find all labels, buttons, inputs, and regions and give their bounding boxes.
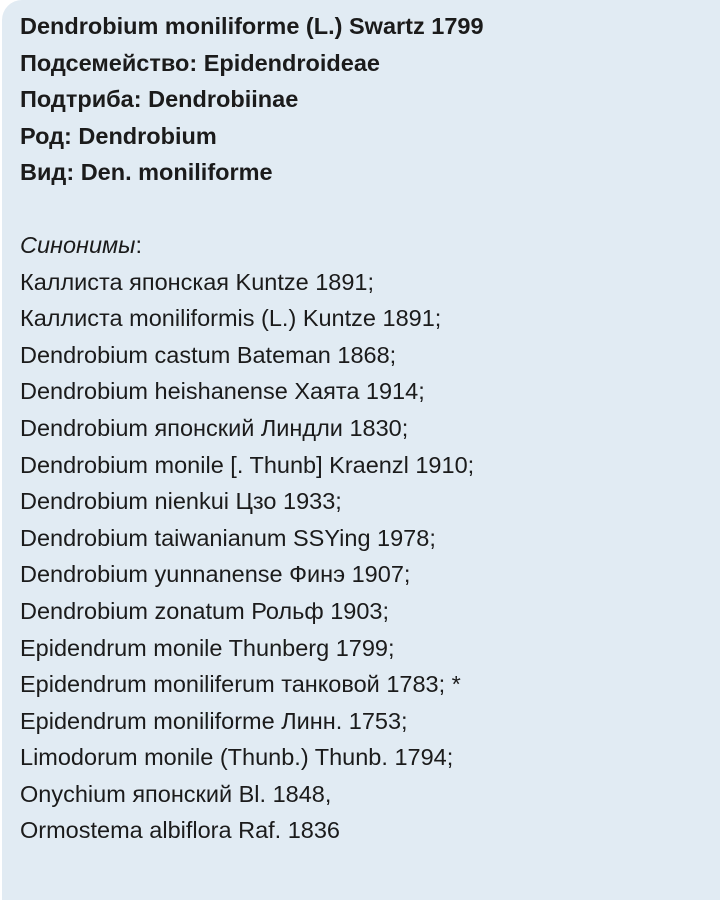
synonym-item: Onychium японский Bl. 1848, — [20, 780, 332, 807]
species-title: Dendrobium moniliforme (L.) Swartz 1799 — [20, 13, 484, 39]
spacer — [20, 191, 710, 227]
synonym-item: Ormostema albiflora Raf. 1836 — [20, 817, 341, 844]
synonyms-title-colon: : — [135, 231, 142, 258]
synonym-item: Dendrobium monile [. Thunb] Kraenzl 1910; — [20, 451, 475, 478]
synonym-item: Dendrobium nienkui Цзо 1933; — [20, 488, 342, 515]
synonyms-title: Синонимы — [20, 231, 136, 258]
synonym-item: Dendrobium японский Линдли 1830; — [20, 414, 409, 441]
subfamily-line: Подсемейство: Epidendroideae — [20, 49, 380, 76]
synonym-item: Dendrobium castum Bateman 1868; — [20, 341, 397, 368]
synonyms-heading — [20, 227, 710, 264]
synonym-item: Epidendrum moniliforme Линн. 1753; — [20, 707, 408, 734]
synonym-item: Dendrobium heishanense Хаята 1914; — [20, 378, 425, 405]
species-line: Вид: Den. moniliforme — [20, 159, 273, 186]
synonym-item: Dendrobium zonatum Рольф 1903; — [20, 597, 390, 624]
synonym-item: Каллиста moniliformis (L.) Kuntze 1891; — [20, 305, 442, 332]
synonym-item: Epidendrum monile Thunberg 1799; — [20, 634, 395, 661]
genus-line: Род: Dendrobium — [20, 122, 217, 149]
subtribe-line: Подтриба: Dendrobiinae — [20, 86, 299, 113]
synonym-item: Каллиста японская Kuntze 1891; — [20, 268, 375, 295]
synonym-item: Limodorum monile (Thunb.) Thunb. 1794; — [20, 744, 454, 771]
synonym-item: Dendrobium taiwanianum SSYing 1978; — [20, 524, 436, 551]
message-content — [20, 8, 710, 849]
synonym-item: Dendrobium yunnanense Финэ 1907; — [20, 561, 411, 588]
synonym-item: Epidendrum moniliferum танковой 1783; * — [20, 671, 461, 698]
